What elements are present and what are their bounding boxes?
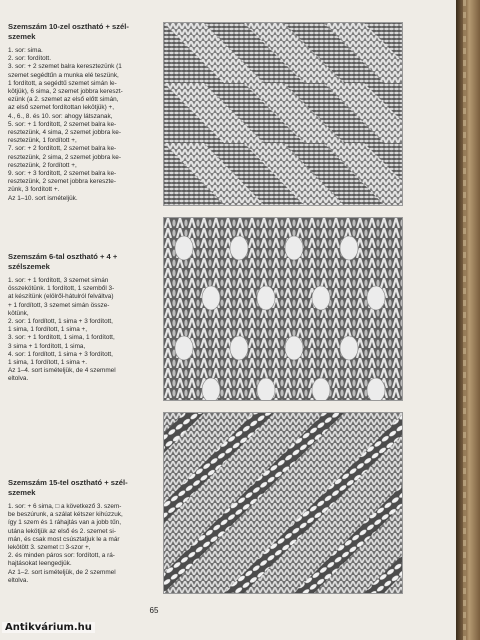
instruction-line: összekötünk. 1 fordított, 1 szemből 3- xyxy=(8,285,115,293)
instruction-line: szemet segédtűn a munka elé teszünk, xyxy=(8,71,119,79)
heading-line: szemek xyxy=(8,488,36,497)
instruction-line: 1. sor: + 1 fordított, 3 szemet simán xyxy=(8,277,109,284)
instruction-line: 3 sima + 1 fordított, 1 sima, xyxy=(8,342,86,350)
instruction-line: 1 fordított, a segédtű szemet simán le- xyxy=(8,79,117,87)
pattern-section-1 xyxy=(8,22,156,203)
instruction-line: Az 1–2. sort ismételjük, de 2 szemmel xyxy=(8,568,116,576)
instruction-line: 4., 6., 8. és 10. sor: ahogy látszanak, xyxy=(8,112,113,120)
knit-swatch-bobble-rib-icon xyxy=(164,218,402,400)
instruction-line: 1 sima, 1 fordított, 1 sima +, xyxy=(8,326,88,334)
heading-line: szélszemek xyxy=(8,262,50,271)
instruction-line: 4. sor: 1 fordított, 1 sima + 3 fordított, xyxy=(8,350,113,358)
instruction-line: resztezünk, 1 fordított +, xyxy=(8,137,77,145)
instruction-line: mán, és csak most csúsztatjuk le a már xyxy=(8,535,120,543)
instruction-line: 3. sor: + 2 szemet balra keresztezünk (1 xyxy=(8,63,122,71)
pattern-heading-3 xyxy=(8,478,156,498)
instruction-line: lekötött 3. szemet □ 3-szor +, xyxy=(8,544,91,552)
instruction-line: eltolva. xyxy=(8,375,29,383)
knit-swatch-diagonal-cable-icon xyxy=(164,23,402,205)
pattern-instructions-2 xyxy=(8,277,156,384)
instruction-line: hajtásokat leengedjük. xyxy=(8,560,72,568)
instruction-line: 1 sima, 1 fordított, 1 sima +. xyxy=(8,359,88,367)
pattern-heading-1 xyxy=(8,22,156,42)
pattern-section-3 xyxy=(8,478,156,585)
instruction-line: be beszúrunk, a szálat kétszer kihúzzuk, xyxy=(8,511,123,519)
knit-swatch-photo-3 xyxy=(163,412,403,594)
instruction-line: resztezünk, 2 szemet jobbra kereszte- xyxy=(8,178,116,186)
pattern-section-2 xyxy=(8,252,156,384)
instruction-line: ezünk (a 2. szemet az első előtt simán, xyxy=(8,96,119,104)
page-number: 65 xyxy=(149,606,159,615)
pattern-instructions-3 xyxy=(8,503,156,585)
instruction-line: így 1 szem és 1 ráhajtás van a jobb tűn, xyxy=(8,519,121,527)
heading-line: szemek xyxy=(8,32,36,41)
instruction-line: utána lekötjük az első és 2. szemet si- xyxy=(8,527,116,535)
knit-swatch-photo-2 xyxy=(163,217,403,401)
instruction-line: eltolva. xyxy=(8,576,29,584)
heading-line: Szemszám 10-zel osztható + szél- xyxy=(8,22,129,31)
instruction-line: 2. sor: fordított. xyxy=(8,55,51,63)
pattern-heading-2 xyxy=(8,252,156,272)
pattern-instructions-1 xyxy=(8,47,156,203)
instruction-line: kötünk, xyxy=(8,309,29,317)
knit-swatch-diagonal-elongated-icon xyxy=(164,413,402,593)
instruction-line: resztezünk, 2 fordított +, xyxy=(8,161,77,169)
instruction-line: 2. sor: 1 fordított, 1 sima + 3 fordított, xyxy=(8,318,113,326)
instruction-line: az első szemet fordítottan lekötjük) +, xyxy=(8,104,115,112)
instruction-line: Az 1–4. sort ismételjük, de 4 szemmel xyxy=(8,367,116,375)
instruction-line: zünk, 3 fordított +. xyxy=(8,186,60,194)
instruction-line: Az 1–10. sort ismételjük. xyxy=(8,194,78,202)
heading-line: Szemszám 6-tal osztható + 4 + xyxy=(8,252,118,261)
instruction-line: 9. sor: + 3 fordított, 2 szemet balra ke- xyxy=(8,170,117,178)
knit-swatch-photo-1 xyxy=(163,22,403,206)
binding-thread xyxy=(463,0,466,640)
instruction-line: + 1 fordított, 3 szemet simán össze- xyxy=(8,301,110,309)
instruction-line: kötjük), 6 sima, 2 szemet jobbra kereszt- xyxy=(8,88,123,96)
instruction-line: 1. sor: sima. xyxy=(8,47,43,54)
heading-line: Szemszám 15-tel osztható + szél- xyxy=(8,478,128,487)
instruction-line: resztezünk, 4 sima, 2 szemet jobbra ke- xyxy=(8,129,121,137)
instruction-line: 7. sor: + 2 fordított, 2 szemet balra ke- xyxy=(8,145,117,153)
instruction-line: 2. és minden páros sor: fordított, a rá- xyxy=(8,552,115,560)
instruction-line: 5. sor: + 1 fordított, 2 szemet balra ke- xyxy=(8,120,117,128)
instruction-line: at készítünk (elölről-hátulról felváltva) xyxy=(8,293,114,301)
instruction-line: resztezünk, 2 sima, 2 szemet jobbra ke- xyxy=(8,153,121,161)
instruction-line: 1. sor: + 6 sima, □ a következő 3. szem- xyxy=(8,503,122,510)
watermark: Antikvárium.hu xyxy=(2,622,95,633)
book-binding xyxy=(456,0,480,640)
instruction-line: 3. sor: + 1 fordított, 1 sima, 1 fordított, xyxy=(8,334,115,342)
